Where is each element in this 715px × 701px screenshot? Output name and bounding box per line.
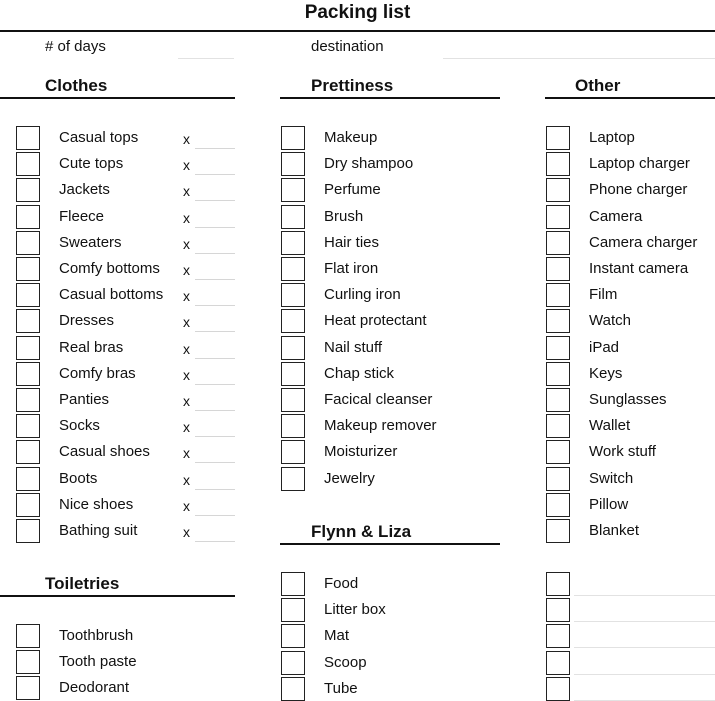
- toiletries-rule: [0, 595, 235, 597]
- checkbox[interactable]: [546, 231, 570, 255]
- checkbox[interactable]: [16, 467, 40, 491]
- prettiness-heading: Prettiness: [311, 76, 394, 95]
- item-label: Comfy bras: [59, 364, 136, 382]
- checkbox[interactable]: [281, 572, 305, 596]
- qty-line[interactable]: [195, 436, 235, 437]
- checkbox[interactable]: [281, 178, 305, 202]
- item-label: Watch: [589, 312, 631, 330]
- checkbox[interactable]: [281, 677, 305, 701]
- checkbox[interactable]: [16, 493, 40, 517]
- clothes-heading: Clothes: [45, 76, 108, 95]
- item-label: Casual tops: [59, 129, 139, 146]
- title-rule: [0, 30, 715, 32]
- checkbox[interactable]: [546, 257, 570, 281]
- checkbox[interactable]: [546, 283, 570, 307]
- flynn-liza-heading: Flynn & Liza: [311, 522, 412, 541]
- destination-label: destination: [311, 38, 384, 55]
- toiletries-heading: Toiletries: [45, 574, 120, 593]
- qty-line[interactable]: [195, 305, 235, 306]
- item-label: Camera: [589, 207, 643, 225]
- qty-line[interactable]: [195, 227, 235, 228]
- checkbox[interactable]: [16, 152, 40, 176]
- item-label: Makeup remover: [324, 417, 437, 435]
- item-label: Fleece: [59, 207, 105, 225]
- checkbox[interactable]: [16, 205, 40, 229]
- other-heading: Other: [575, 76, 621, 95]
- checkbox[interactable]: [16, 440, 40, 464]
- checkbox[interactable]: [546, 152, 570, 176]
- checkbox[interactable]: [281, 283, 305, 307]
- qty-mark: x: [183, 497, 190, 514]
- checkbox[interactable]: [546, 126, 570, 150]
- checkbox[interactable]: [281, 309, 305, 333]
- item-label: Facical cleanser: [324, 391, 433, 408]
- checkbox[interactable]: [281, 205, 305, 229]
- qty-line[interactable]: [195, 489, 235, 490]
- checkbox[interactable]: [546, 651, 570, 675]
- checkbox[interactable]: [16, 283, 40, 307]
- qty-mark: x: [183, 235, 190, 252]
- checkbox[interactable]: [546, 677, 570, 701]
- qty-line[interactable]: [195, 174, 235, 175]
- clothes-rule: [0, 97, 235, 99]
- item-label: Pillow: [589, 495, 629, 513]
- destination-input-line[interactable]: [443, 58, 715, 59]
- checkbox[interactable]: [16, 126, 40, 150]
- item-label: Casual bottoms: [59, 286, 164, 304]
- item-label: Sweaters: [59, 233, 122, 251]
- qty-line[interactable]: [195, 358, 235, 359]
- checkbox[interactable]: [281, 651, 305, 675]
- checkbox[interactable]: [281, 231, 305, 255]
- blank-line[interactable]: [574, 674, 715, 675]
- item-label: Litter box: [324, 601, 386, 619]
- item-label: Bathing suit: [59, 522, 138, 539]
- qty-line[interactable]: [195, 331, 235, 332]
- item-label: Work stuff: [589, 443, 656, 461]
- checkbox[interactable]: [546, 598, 570, 622]
- item-label: Camera charger: [589, 233, 698, 251]
- item-label: Wallet: [589, 417, 631, 435]
- item-label: Dry shampoo: [324, 155, 414, 173]
- qty-mark: x: [183, 209, 190, 226]
- blank-line[interactable]: [574, 647, 715, 648]
- item-label: Jackets: [59, 181, 110, 199]
- item-label: Nice shoes: [59, 495, 134, 513]
- checkbox[interactable]: [281, 467, 305, 491]
- checkbox[interactable]: [16, 362, 40, 386]
- checkbox[interactable]: [16, 257, 40, 281]
- item-label: Dresses: [59, 312, 115, 330]
- checkbox[interactable]: [546, 309, 570, 333]
- item-label: Perfume: [324, 181, 381, 199]
- item-label: Curling iron: [324, 286, 401, 304]
- blank-line[interactable]: [574, 595, 715, 596]
- item-label: Comfy bottoms: [59, 260, 160, 277]
- checkbox[interactable]: [546, 493, 570, 517]
- checkbox[interactable]: [16, 519, 40, 543]
- checkbox[interactable]: [16, 650, 40, 674]
- qty-line[interactable]: [195, 515, 235, 516]
- item-label: Laptop charger: [589, 155, 690, 173]
- item-label: Tooth paste: [59, 653, 137, 671]
- item-label: Instant camera: [589, 260, 689, 277]
- checkbox[interactable]: [281, 257, 305, 281]
- checkbox[interactable]: [281, 362, 305, 386]
- item-label: Makeup: [324, 129, 378, 146]
- item-label: Phone charger: [589, 181, 688, 199]
- checkbox[interactable]: [16, 336, 40, 360]
- qty-line[interactable]: [195, 200, 235, 201]
- checkbox[interactable]: [546, 388, 570, 412]
- qty-line[interactable]: [195, 541, 235, 542]
- qty-mark: x: [183, 366, 190, 383]
- checkbox[interactable]: [546, 336, 570, 360]
- checkbox[interactable]: [16, 414, 40, 438]
- qty-mark: x: [183, 262, 190, 278]
- item-label: Deodorant: [59, 679, 130, 697]
- qty-line[interactable]: [195, 148, 235, 149]
- checkbox[interactable]: [546, 362, 570, 386]
- checkbox[interactable]: [281, 126, 305, 150]
- item-label: Real bras: [59, 338, 124, 356]
- checkbox[interactable]: [546, 178, 570, 202]
- item-label: Brush: [324, 207, 364, 225]
- qty-mark: x: [183, 131, 190, 147]
- item-label: Moisturizer: [324, 443, 398, 461]
- checkbox[interactable]: [16, 231, 40, 255]
- blank-line[interactable]: [574, 621, 715, 622]
- checkbox[interactable]: [546, 519, 570, 543]
- qty-mark: x: [183, 471, 190, 488]
- checkbox[interactable]: [16, 178, 40, 202]
- item-label: iPad: [589, 338, 620, 356]
- checkbox[interactable]: [281, 388, 305, 412]
- checkbox[interactable]: [281, 152, 305, 176]
- item-label: Food: [324, 575, 359, 592]
- item-label: Sunglasses: [589, 391, 667, 408]
- item-label: Keys: [589, 364, 623, 382]
- checkbox[interactable]: [546, 440, 570, 464]
- item-label: Flat iron: [324, 260, 379, 277]
- prettiness-rule: [280, 97, 500, 99]
- item-label: Chap stick: [324, 364, 395, 382]
- other-rule: [545, 97, 715, 99]
- item-label: Switch: [589, 469, 634, 487]
- qty-mark: x: [183, 183, 190, 200]
- item-label: Toothbrush: [59, 627, 134, 644]
- item-label: Blanket: [589, 522, 640, 539]
- checkbox[interactable]: [546, 467, 570, 491]
- item-label: Laptop: [589, 129, 635, 146]
- checkbox[interactable]: [281, 414, 305, 438]
- qty-mark: x: [183, 393, 190, 409]
- item-label: Boots: [59, 469, 98, 487]
- item-label: Mat: [324, 627, 350, 645]
- item-label: Nail stuff: [324, 338, 383, 356]
- qty-mark: x: [183, 340, 190, 357]
- qty-mark: x: [183, 445, 190, 462]
- checkbox[interactable]: [16, 676, 40, 700]
- item-label: Jewelry: [324, 469, 375, 487]
- item-label: Hair ties: [324, 233, 380, 251]
- qty-line[interactable]: [195, 279, 235, 280]
- qty-mark: x: [183, 314, 190, 331]
- item-label: Socks: [59, 417, 100, 435]
- item-label: Heat protectant: [324, 312, 427, 330]
- qty-mark: x: [183, 524, 190, 540]
- checkbox[interactable]: [16, 624, 40, 648]
- flynn-liza-rule: [280, 543, 500, 545]
- item-label: Tube: [324, 679, 358, 697]
- qty-mark: x: [183, 157, 190, 174]
- checkbox[interactable]: [281, 624, 305, 648]
- item-label: Film: [589, 286, 618, 304]
- item-label: Cute tops: [59, 155, 124, 173]
- checkbox[interactable]: [546, 624, 570, 648]
- item-label: Casual shoes: [59, 443, 150, 461]
- checkbox[interactable]: [546, 572, 570, 596]
- checkbox[interactable]: [281, 598, 305, 622]
- qty-line[interactable]: [195, 384, 235, 385]
- qty-line[interactable]: [195, 462, 235, 463]
- item-label: Scoop: [324, 653, 367, 671]
- checkbox[interactable]: [546, 414, 570, 438]
- checkbox[interactable]: [546, 205, 570, 229]
- qty-line[interactable]: [195, 253, 235, 254]
- checkbox[interactable]: [16, 388, 40, 412]
- qty-line[interactable]: [195, 410, 235, 411]
- days-input-line[interactable]: [178, 58, 234, 59]
- item-label: Panties: [59, 391, 110, 408]
- page-title: Packing list: [304, 2, 411, 23]
- checkbox[interactable]: [16, 309, 40, 333]
- qty-mark: x: [183, 419, 190, 436]
- days-label: # of days: [45, 38, 106, 55]
- checkbox[interactable]: [281, 440, 305, 464]
- checkbox[interactable]: [281, 336, 305, 360]
- qty-mark: x: [183, 288, 190, 305]
